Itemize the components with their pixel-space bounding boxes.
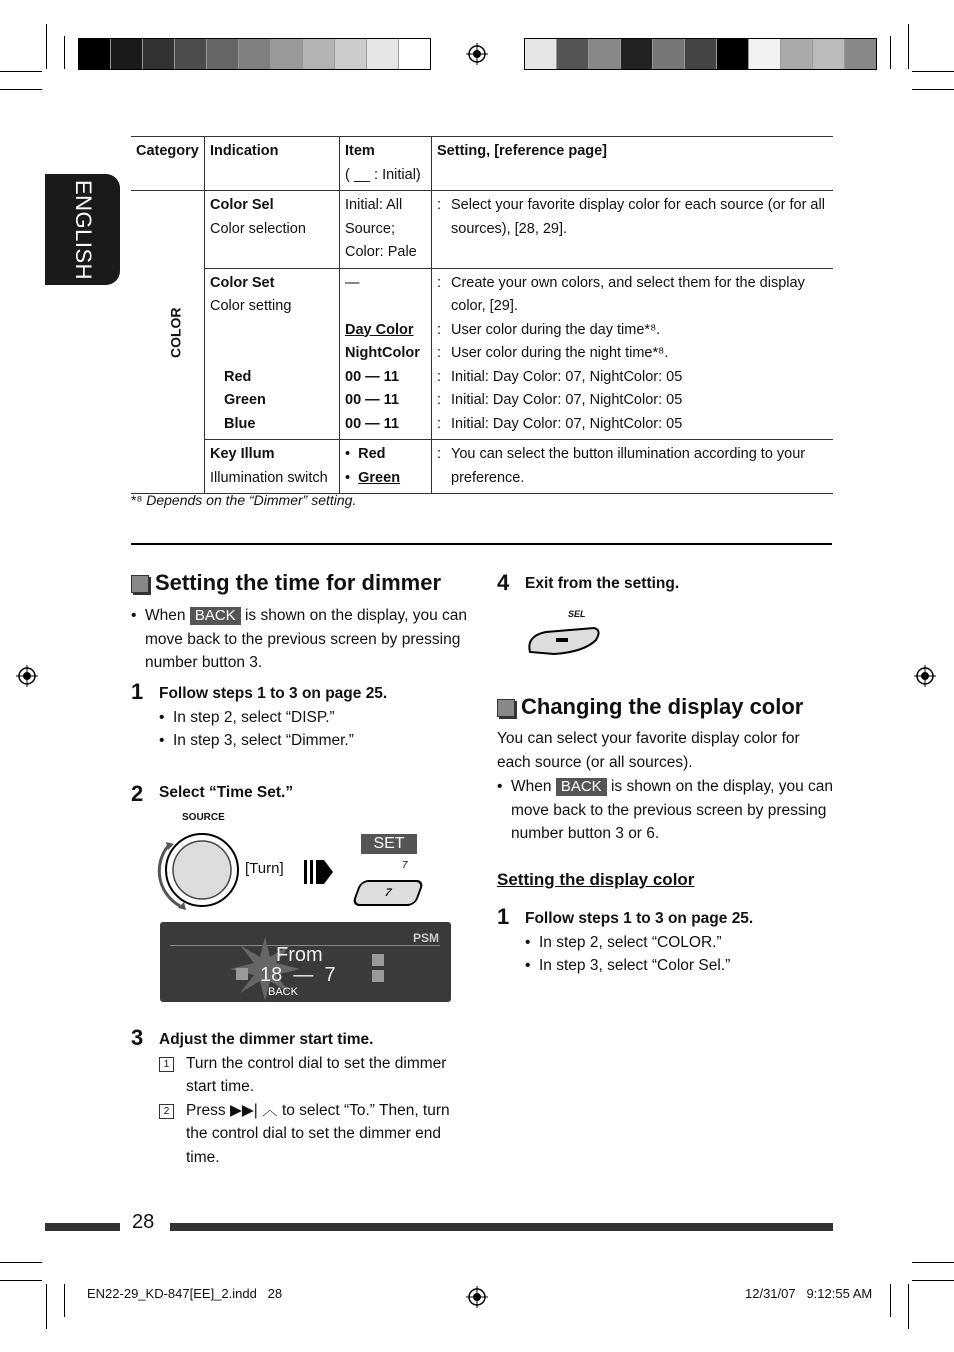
step1-right: Follow steps 1 to 3 on page 25. • In step 2, select “COLOR.” • In step 3, select “Color Sel.” [525,907,753,978]
set-label: SET [361,834,417,854]
arrow-right-icon [302,852,334,892]
turn-label: [Turn] [245,860,284,877]
time-range: 18 — 7 [260,964,336,986]
back-label: BACK [556,778,607,796]
display-color-bullet: • When BACK is shown on the display, you can move back to the previous screen by pressing number button 3 or 6. [511,775,837,846]
step-number: 4 [497,570,510,595]
color-bar-left [78,38,431,70]
step-number: 1 [497,904,510,929]
category-label: COLOR [167,307,184,359]
registration-mark-icon [914,665,936,687]
header-category: Category [131,137,205,191]
down-arrow-icon [372,970,384,982]
registration-mark-icon [466,43,488,65]
next-up-icon: ▶▶| ︿ [229,1101,278,1119]
setting-display-color-subtitle: Setting the display color [497,870,695,889]
header-setting: Setting, [reference page] [432,137,834,191]
section-divider [131,543,832,545]
color-bar-right [524,38,877,70]
skip-forward-icon [372,954,384,966]
header-item: Item ( __ : Initial) [340,137,432,191]
item-key-illum: • Red • Green [340,440,432,494]
footer-date: 12/31/07 9:12:55 AM [745,1286,873,1301]
indication-color-sel: Color Sel Color selection [205,191,340,269]
from-label: From [276,944,323,966]
registration-mark-icon [466,1286,488,1308]
sel-button-icon[interactable] [524,624,604,658]
step2-title: Select “Time Set.” [159,784,294,801]
setting-key-illum: : You can select the button illumination according to your preference. [432,440,834,494]
section-square-icon [131,575,149,593]
page-number: 28 [132,1211,155,1233]
step3-left: Adjust the dimmer start time. 1 Turn the control dial to set the dimmer start time. 2 Press ▶▶| ︿ to select “To.” Then, turn the control dial to set the dimmer end time. [159,1031,450,1166]
back-label: BACK [190,607,241,625]
registration-mark-icon [16,665,38,687]
setting-color-set: : Create your own colors, and select them for the display color, [29]. : User color during the day time*⁸. : User color during the night time*⁸. : Initial: Day Color: 07, NightColor: 05 : Initial: Day Color: 07, NightColor: 05 : Initial: Day Color: 07, NightColor: 05 [432,268,834,440]
step-number: 2 [131,781,144,806]
back-indicator: BACK [268,986,298,998]
footnote: *⁸ Depends on the “Dimmer” setting. [131,492,357,508]
language-tab: ENGLISH [45,174,120,285]
sel-label: SEL [568,609,586,619]
item-color-sel: Initial: All Source; Color: Pale [340,191,432,269]
step-number: 3 [131,1025,144,1050]
display-color-intro: You can select your favorite display color for each source (or all sources). [497,730,800,771]
psm-label: PSM [412,931,439,945]
dimmer-section-title: Setting the time for dimmer [131,570,441,596]
page-bar-right [170,1223,833,1231]
indication-key-illum: Key Illum Illumination switch [205,440,340,494]
button-number-label: 7 [402,860,408,871]
left-arrow-icon [236,968,248,980]
control-dial-icon[interactable] [156,826,244,914]
step4-title: Exit from the setting. [525,575,680,592]
footer-file: EN22-29_KD-847[EE]_2.indd 28 [87,1286,283,1301]
header-indication: Indication [205,137,340,191]
setting-color-sel: : Select your favorite display color for each source (or for all sources), [28, 29]. [432,191,834,269]
step1-left: Follow steps 1 to 3 on page 25. • In step 2, select “DISP.” • In step 3, select “Dimmer.” [159,682,387,753]
settings-table [131,136,833,494]
number-button-7[interactable]: 7 [351,880,424,906]
dimmer-intro: • When BACK is shown on the display, you can move back to the previous screen by pressing number button 3. [145,604,475,675]
item-color-set: — Day Color NightColor 00 — 11 00 — 11 00 — 11 [340,268,432,440]
category-cell [131,191,205,494]
display-screen [160,922,451,1002]
display-color-section-title: Changing the display color [497,694,803,720]
source-label: SOURCE [182,812,225,823]
section-square-icon [497,699,515,717]
page-bar-left [45,1223,120,1231]
step-number: 1 [131,679,144,704]
indication-color-set: Color Set Color setting Red Green Blue [205,268,340,440]
